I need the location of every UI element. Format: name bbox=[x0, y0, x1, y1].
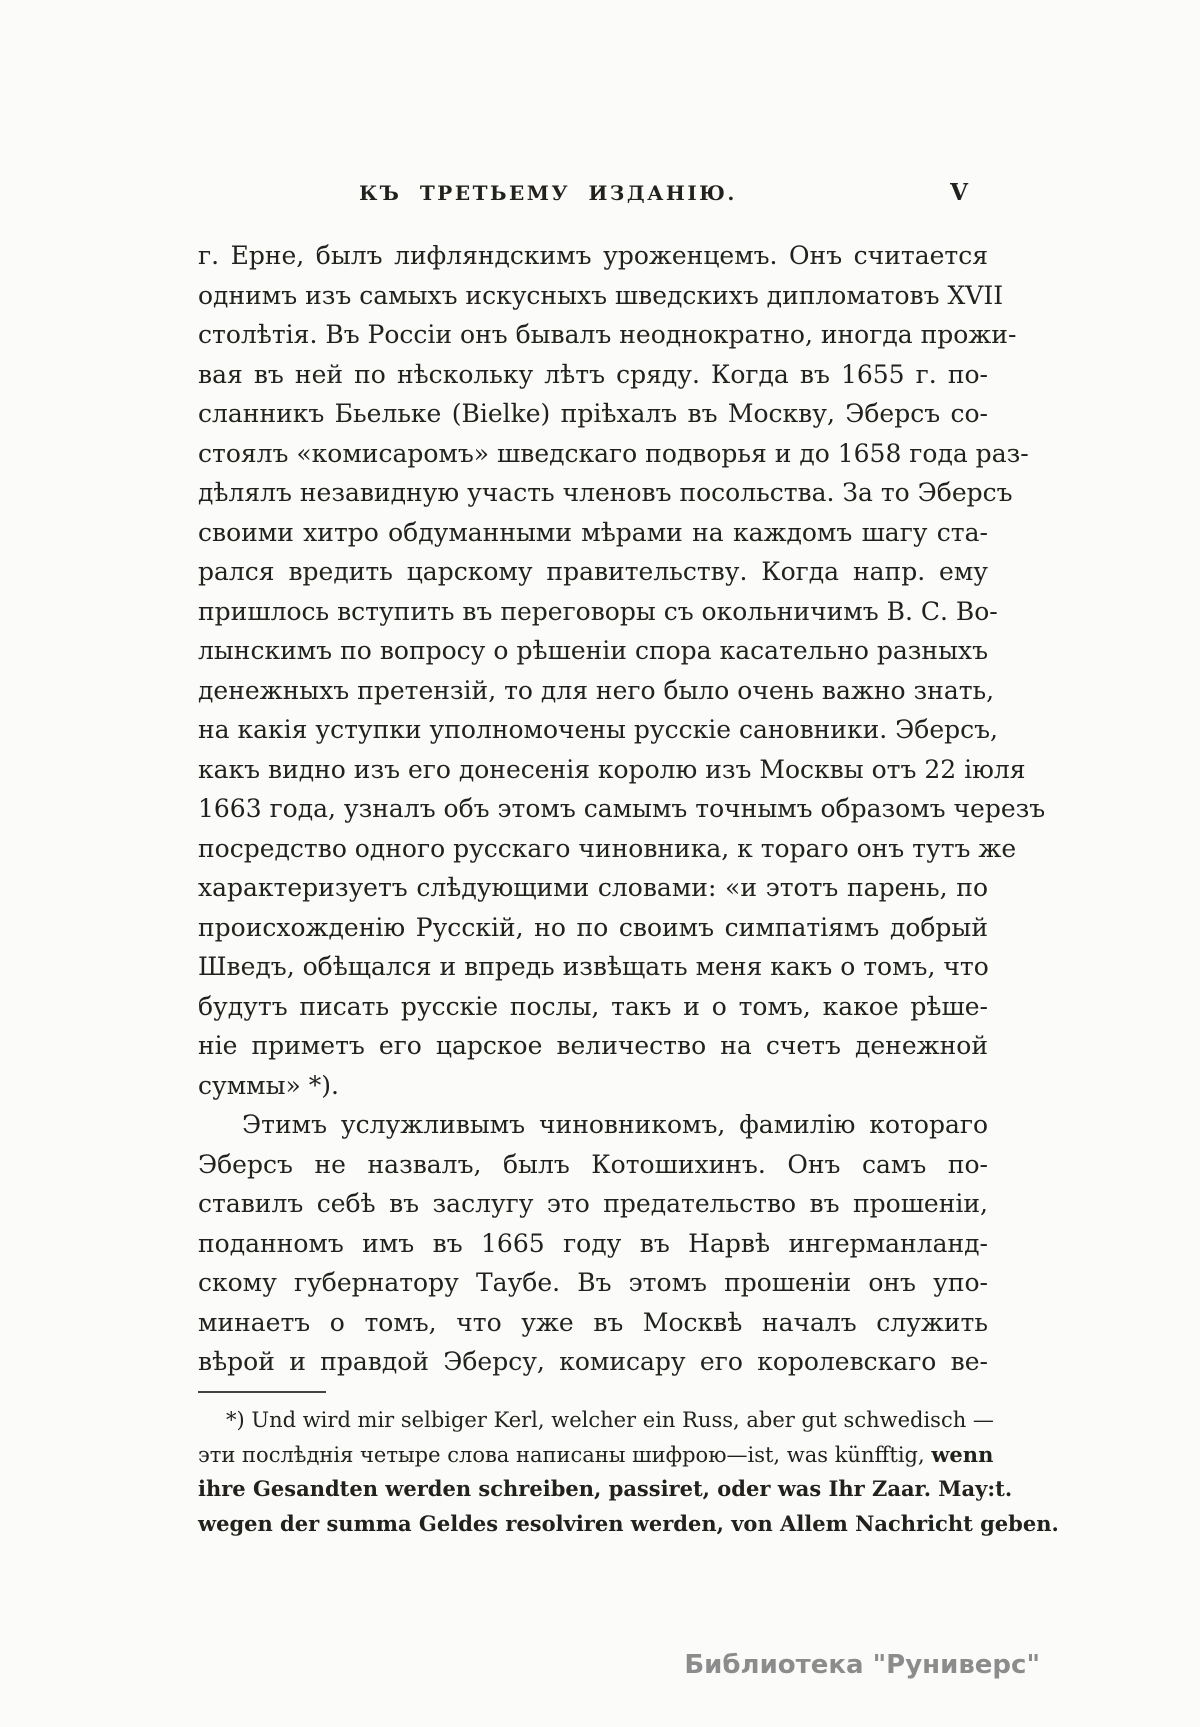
body-line: суммы» *). bbox=[198, 1070, 339, 1100]
footnote-line bbox=[198, 1438, 994, 1473]
body-line: посредство одного русскаго чиновника, к тораго онъ тутъ же bbox=[198, 833, 1017, 863]
body-line: какъ видно изъ его донесенія королю изъ Москвы отъ 22 іюля bbox=[198, 754, 1026, 784]
body-line: лынскимъ по вопросу о рѣшеніи спора касательно разныхъ bbox=[198, 636, 988, 665]
body-line: происхожденію Русскій, но по своимъ симпатіямъ добрый bbox=[198, 912, 988, 942]
body-line: скому губернатору Таубе. Въ этомъ прошеніи онъ упо- bbox=[198, 1268, 988, 1297]
footnote-text bbox=[198, 1403, 1059, 1541]
body-line: рался вредить царскому правительству. Когда напр. ему bbox=[198, 557, 988, 586]
body-line: пришлось вступить въ переговоры съ окольничимъ В. С. Во- bbox=[198, 596, 998, 626]
body-line: стоялъ «комисаромъ» шведскаго подворья и до 1658 года раз- bbox=[198, 438, 1029, 468]
page-header-title: КЪ ТРЕТЬЕМУ ИЗДАНІЮ. bbox=[359, 181, 737, 205]
body-line: минаетъ о томъ, что уже въ Москвѣ началъ служить bbox=[198, 1307, 988, 1337]
body-line: Эберсъ не назвалъ, былъ Котошихинъ. Онъ самъ по- bbox=[198, 1149, 988, 1179]
body-line: ніе приметъ его царское величество на счетъ денежной bbox=[198, 1031, 988, 1060]
body-line: вѣрой и правдой Эберсу, комисару его королевскаго ве- bbox=[198, 1347, 988, 1376]
footnote-segment-bold: ihre Gesandten werden schreiben, passiret, oder was Ihr Zaar. May:t. bbox=[198, 1476, 1013, 1501]
body-line: Этимъ услужливымъ чиновникомъ, фамилію котораго bbox=[242, 1110, 988, 1139]
body-line: однимъ изъ самыхъ искусныхъ шведскихъ дипломатовъ XVII bbox=[198, 280, 1004, 310]
footnote-line bbox=[198, 1403, 994, 1438]
body-line: на какія уступки уполномочены русскіе сановники. Эберсъ, bbox=[198, 715, 998, 744]
footnote-line bbox=[198, 1472, 1013, 1507]
body-line: своими хитро обдуманными мѣрами на каждомъ шагу ста- bbox=[198, 517, 988, 547]
footnote-segment: эти послѣднія четыре слова написаны шифрою—ist, was künfftig, bbox=[198, 1442, 932, 1467]
body-line: будутъ писать русскіе послы, такъ и о томъ, какое рѣше- bbox=[198, 991, 988, 1021]
footnote-segment: *) Und wird mir selbiger Kerl, welcher ein Russ, aber gut schwedisch — bbox=[226, 1408, 994, 1432]
body-line: денежныхъ претензій, то для него было очень важно знать, bbox=[198, 675, 995, 705]
body-line: сланникъ Бьельке (Bielke) пріѣхалъ въ Москву, Эберсъ со- bbox=[198, 399, 988, 428]
body-line: 1663 года, узналъ объ этомъ самымъ точнымъ образомъ черезъ bbox=[198, 794, 1046, 823]
footnote-line bbox=[198, 1507, 1059, 1542]
body-line: столѣтія. Въ Россіи онъ бывалъ неоднократно, иногда прожи- bbox=[198, 320, 1017, 349]
body-line: дѣлялъ незавидную участь членовъ посольства. За то Эберсъ bbox=[198, 478, 1013, 507]
footnote-separator bbox=[198, 1391, 326, 1393]
page-number: V bbox=[950, 179, 968, 206]
body-line: ставилъ себѣ въ заслугу это предательство въ прошеніи, bbox=[198, 1189, 988, 1218]
footnote-segment-bold: wegen der summa Geldes resolviren werden, von Allem Nachricht geben. bbox=[198, 1510, 1059, 1536]
body-line: поданномъ имъ въ 1665 году въ Нарвѣ ингерманланд- bbox=[198, 1228, 988, 1258]
footnote-segment-bold: wenn bbox=[931, 1441, 994, 1467]
library-watermark: Библиотека "Руниверс" bbox=[684, 1650, 1040, 1680]
body-line: г. Ерне, былъ лифляндскимъ уроженцемъ. Онъ считается bbox=[198, 241, 988, 270]
body-text bbox=[198, 236, 1046, 1382]
body-line: характеризуетъ слѣдующими словами: «и этотъ парень, по bbox=[198, 873, 988, 902]
body-line: Шведъ, обѣщался и впредь извѣщать меня какъ о томъ, что bbox=[198, 952, 989, 981]
body-line: вая въ ней по нѣскольку лѣтъ сряду. Когда въ 1655 г. по- bbox=[198, 359, 988, 389]
